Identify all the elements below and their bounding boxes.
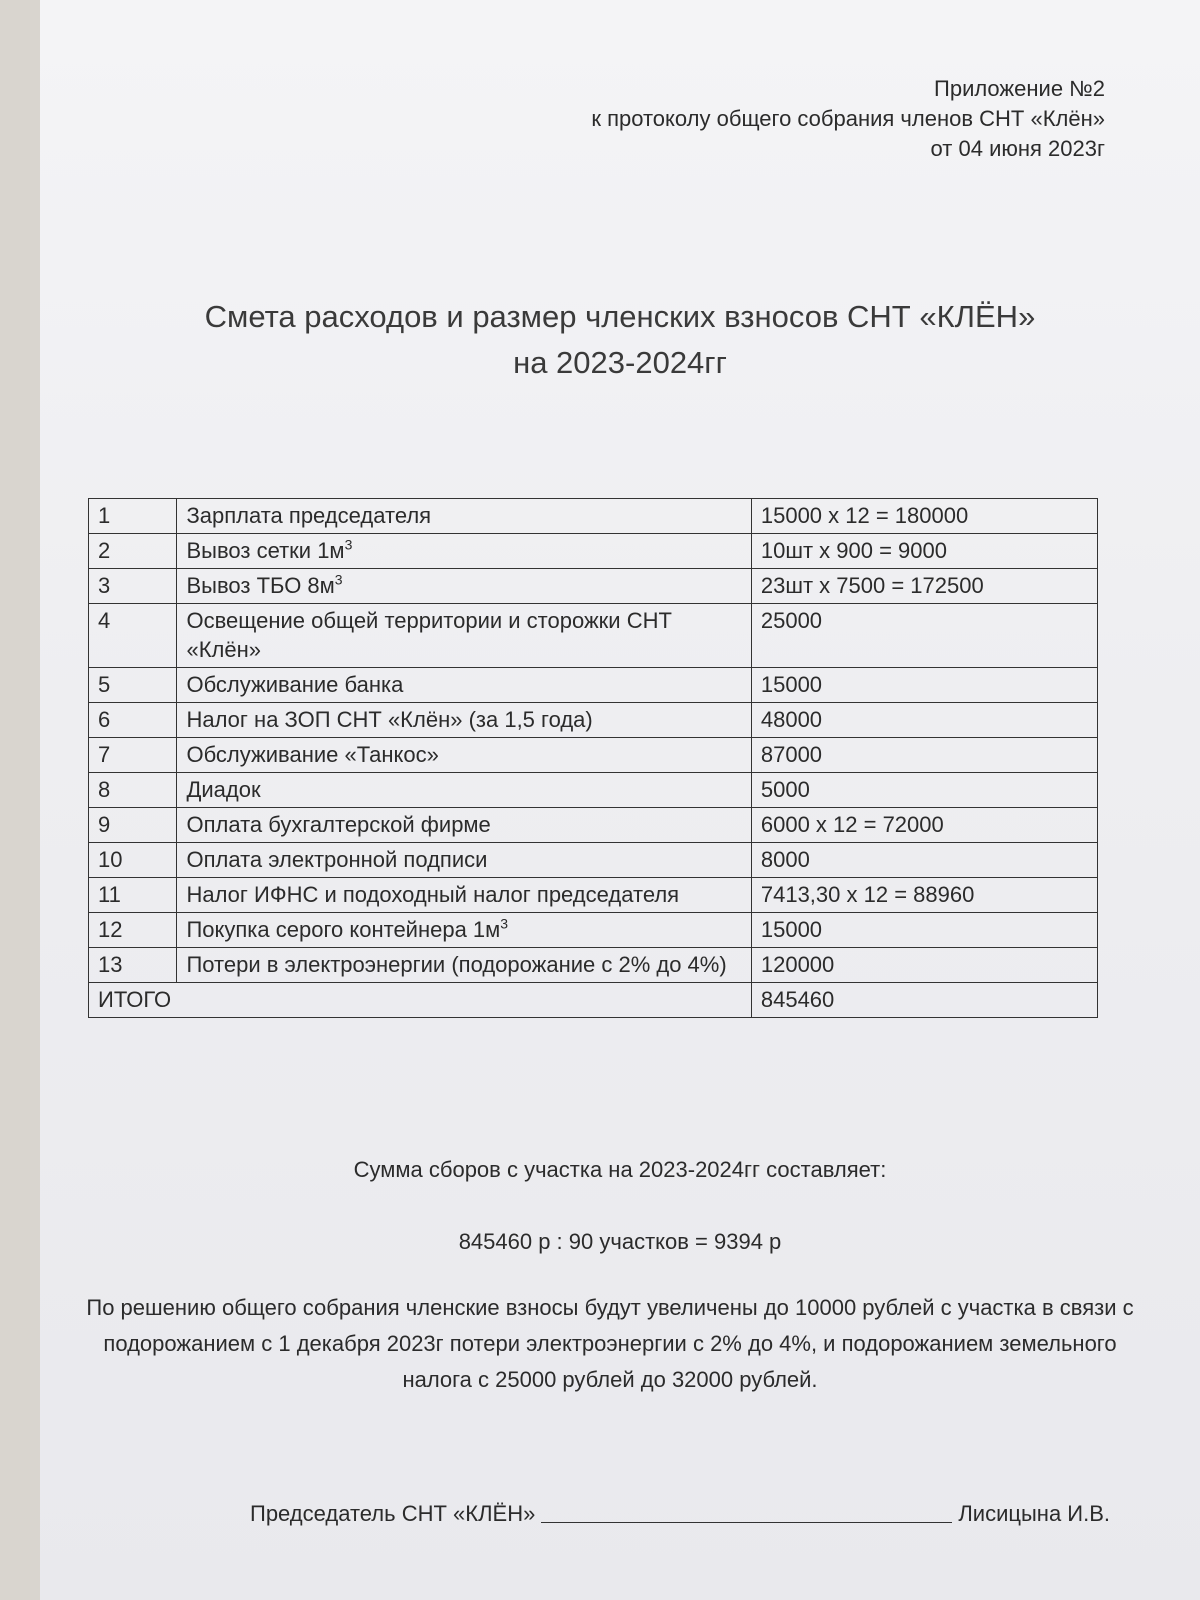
row-number: 12: [89, 913, 177, 948]
row-amount: 6000 х 12 = 72000: [751, 808, 1097, 843]
row-description: Зарплата председателя: [177, 499, 751, 534]
row-description: Освещение общей территории и сторожки СНТ «Клён»: [177, 604, 751, 668]
protocol-date: от 04 июня 2023г: [930, 136, 1105, 161]
table-row: [89, 808, 1098, 843]
table-row: [89, 703, 1098, 738]
row-description-text: Вывоз сетки 1м: [186, 538, 345, 563]
row-description: Оплата электронной подписи: [177, 843, 751, 878]
row-amount: 87000: [751, 738, 1097, 773]
document-title: [40, 294, 1200, 386]
table-row: [89, 738, 1098, 773]
row-number: 8: [89, 773, 177, 808]
fee-calculation: 845460 р : 90 участков = 9394 р: [458, 1229, 782, 1254]
row-amount: 7413,30 х 12 = 88960: [751, 878, 1097, 913]
document-page: [40, 0, 1200, 1600]
row-number: 9: [89, 808, 177, 843]
row-description: Обслуживание «Танкос»: [177, 738, 751, 773]
table-row: [89, 534, 1098, 569]
row-amount: 10шт х 900 = 9000: [751, 534, 1097, 569]
budget-table: [88, 498, 1098, 1018]
signature-line: [541, 1500, 952, 1523]
table-row: [89, 604, 1098, 668]
table-row: [89, 878, 1098, 913]
row-number: 6: [89, 703, 177, 738]
row-description-text: Вывоз ТБО 8м: [186, 573, 335, 598]
row-description: Обслуживание банка: [177, 668, 751, 703]
row-description: Оплата бухгалтерской фирме: [177, 808, 751, 843]
row-amount: 25000: [751, 604, 1097, 668]
row-number: 2: [89, 534, 177, 569]
appendix-header: [591, 74, 1105, 164]
total-label: ИТОГО: [89, 983, 752, 1018]
chairman-name: Лисицына И.В.: [958, 1501, 1110, 1526]
total-row: [89, 983, 1098, 1018]
row-description: Диадок: [177, 773, 751, 808]
row-description: [177, 534, 751, 569]
signature-block: [250, 1500, 1110, 1527]
table-row: [89, 773, 1098, 808]
row-amount: 15000: [751, 668, 1097, 703]
row-description: [177, 913, 751, 948]
row-description-text: Покупка серого контейнера 1м: [186, 917, 501, 942]
fee-summary-title: Сумма сборов с участка на 2023-2024гг составляет:: [353, 1157, 887, 1182]
title-line-1: Смета расходов и размер членских взносов СНТ «КЛЁН»: [204, 299, 1036, 334]
row-number: 3: [89, 569, 177, 604]
cubic-superscript: 3: [344, 536, 353, 553]
cubic-superscript: 3: [500, 915, 509, 932]
table-row: [89, 948, 1098, 983]
row-number: 4: [89, 604, 177, 668]
row-amount: 15000 х 12 = 180000: [751, 499, 1097, 534]
row-number: 5: [89, 668, 177, 703]
table-row: [89, 913, 1098, 948]
row-description: [177, 569, 751, 604]
protocol-reference: к протоколу общего собрания членов СНТ «Клён»: [591, 106, 1105, 131]
row-amount: 48000: [751, 703, 1097, 738]
table-row: [89, 843, 1098, 878]
appendix-number: Приложение №2: [934, 76, 1105, 101]
table-row: [89, 668, 1098, 703]
row-amount: 5000: [751, 773, 1097, 808]
row-number: 13: [89, 948, 177, 983]
row-number: 1: [89, 499, 177, 534]
title-line-2: на 2023-2024гг: [513, 345, 727, 380]
row-number: 7: [89, 738, 177, 773]
row-description: Налог на ЗОП СНТ «Клён» (за 1,5 года): [177, 703, 751, 738]
row-description: Налог ИФНС и подоходный налог председателя: [177, 878, 751, 913]
row-amount: 120000: [751, 948, 1097, 983]
row-amount: 8000: [751, 843, 1097, 878]
row-description: Потери в электроэнергии (подорожание с 2% до 4%): [177, 948, 751, 983]
meeting-decision: По решению общего собрания членские взносы будут увеличены до 10000 рублей с участка в связи с подорожанием с 1 декабря 2023г потери электроэнергии с 2% до 4%, и подорожанием земельного налога с 25000 рублей до 32000 рублей.: [86, 1295, 1134, 1392]
cubic-superscript: 3: [334, 571, 343, 588]
row-amount: 23шт х 7500 = 172500: [751, 569, 1097, 604]
row-number: 11: [89, 878, 177, 913]
table-row: [89, 569, 1098, 604]
row-number: 10: [89, 843, 177, 878]
total-value: 845460: [751, 983, 1097, 1018]
chairman-title: Председатель СНТ «КЛЁН»: [250, 1501, 536, 1526]
table-row: [89, 499, 1098, 534]
row-amount: 15000: [751, 913, 1097, 948]
